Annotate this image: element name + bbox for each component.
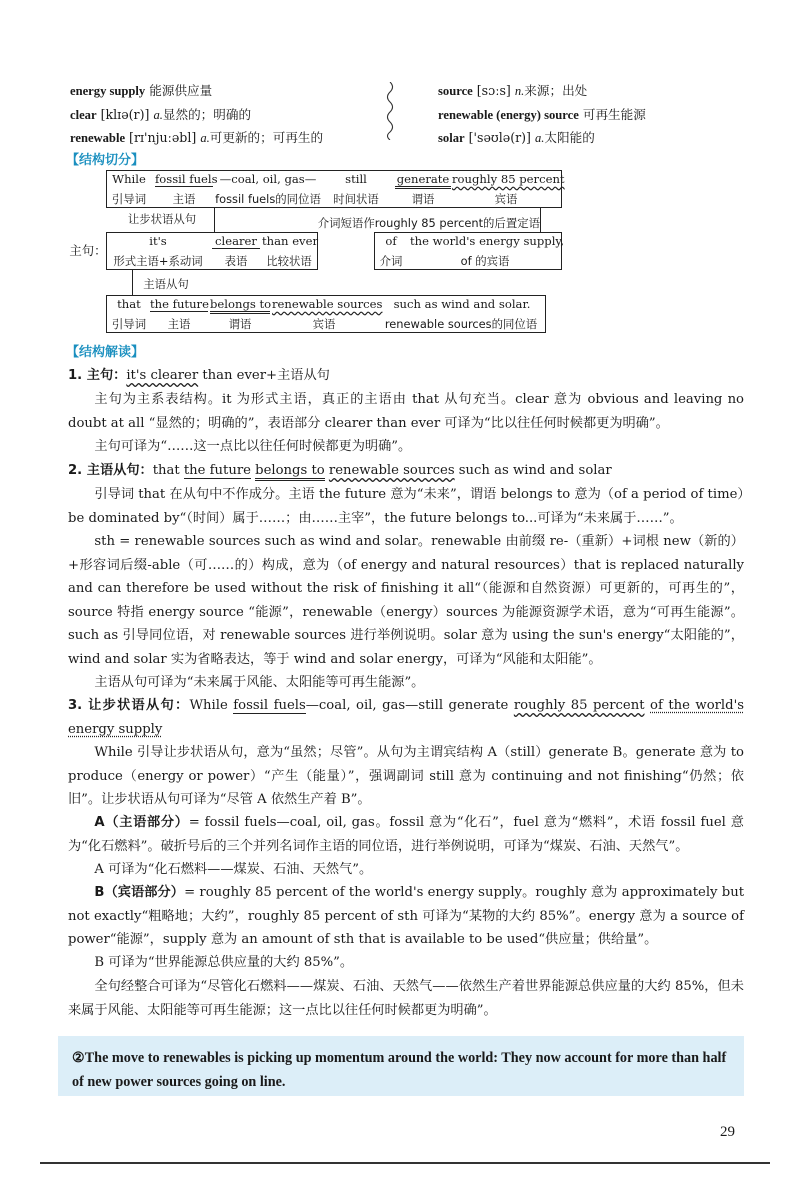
r3-w2: belongs to	[210, 297, 270, 314]
point-1-text: 主句为主系表结构。it 为形式主语，真正的主语由 that 从句充当。clear 意为 obvious and leaving no doubt at all “显然的；明确的”，表语部分 clearer than ever 可译为“比以往任何时候都更为明确”。	[68, 392, 744, 431]
r1-w5: roughly 85 percent	[452, 172, 565, 186]
point-1-heading: 1. 主句：it's clearer than ever+主语从句	[68, 368, 330, 383]
point-3-text-d: B（宾语部分）= roughly 85 percent of the world's energy supply。roughly 意为 approximately but not exactly“粗略地；大约”，roughly 85 percent of sth 可译为“某物的大约 85%”。energy 意为 a source of power“能源”，supply 意为 an amount of sth that is available to be used“供应量；供给量”。	[68, 885, 744, 947]
r3-l4: renewable sources的同位语	[384, 317, 538, 331]
r1-l1: 主语	[172, 192, 196, 206]
r1-w0: While	[112, 172, 146, 186]
r1-l2: fossil fuels的同位语	[215, 192, 321, 206]
r2-l1: 表语	[224, 254, 248, 268]
r2-l3: 介词	[379, 254, 403, 268]
page-number: 29	[720, 1124, 735, 1140]
r3-l1: 主语	[167, 317, 191, 331]
next-sentence: ②The move to renewables is picking up momentum around the world: They now account for more than half of new power sources going on line.	[72, 1050, 727, 1090]
wavy-divider	[384, 82, 396, 140]
vocab-solar: solar ['səʊlə(r)] a.太阳能的	[438, 130, 595, 145]
r3-w3: renewable sources	[272, 297, 383, 311]
point-2-text-a: 引导词 that 在从句中不作成分。主语 the future 意为“未来”，谓语 belongs to 意为（of a period of time）be dominated by“（时间）属于……；由……主宰”，the future belongs to...可译为“未来属于……”。	[68, 487, 744, 526]
point-3-heading: 3. 让步状语从句：While fossil fuels—coal, oil, gas—still generate roughly 85 percent of the world's energy supply	[68, 698, 744, 737]
connector-right	[540, 208, 541, 232]
connector-subject	[132, 270, 133, 296]
vocab-clear: clear [klɪə(r)] a.显然的；明确的	[70, 107, 252, 122]
connector-left	[214, 208, 215, 232]
r2-l0: 形式主语+系动词	[113, 254, 203, 268]
r1-w4: generate	[395, 172, 451, 189]
r2-w3: of	[385, 234, 397, 248]
point-3-text-c: A 可译为“化石燃料——煤炭、石油、天然气”。	[94, 862, 373, 877]
main-clause-label: 主句：	[69, 243, 107, 258]
note-prep: 介词短语作roughly 85 percent的后置定语	[317, 216, 540, 230]
r1-w1: fossil fuels	[155, 172, 218, 186]
point-1-translation: 主句可译为“……这一点比以往任何时候都更为明确”。	[94, 439, 412, 454]
r2-w2: than ever	[262, 234, 319, 248]
vocab-source: source [sɔːs] n.来源；出处	[438, 83, 588, 98]
vocab-renewable-source: renewable (energy) source 可再生能源	[438, 107, 646, 122]
vocab-renewable: renewable [rɪ'njuːəbl] a.可更新的；可再生的	[70, 130, 324, 145]
r3-w1: the future	[150, 297, 209, 311]
vocab-energy-supply: energy supply 能源供应量	[70, 83, 213, 98]
r1-l5: 宾语	[494, 192, 518, 206]
point-3-text-a: While 引导让步状语从句，意为“虽然；尽管”。从句为主谓宾结构 A（still）generate B。generate 意为 to produce（energy or power）“产生（能量）”，强调副词 still 意为 continuing and not finishing“仍然；依旧”。让步状语从句可译为“尽管 A 依然生产着 B”。	[68, 745, 744, 807]
r3-w4: such as wind and solar.	[393, 297, 531, 311]
r1-l4: 谓语	[411, 192, 435, 206]
section-title-structure: 【结构切分】	[66, 153, 145, 168]
point-3-translation: 全句经整合可译为“尽管化石燃料——煤炭、石油、天然气——依然生产着世界能源总供应量的大约 85%，但未来属于风能、太阳能等可再生能源；这一点比以往任何时候都更为明确”。	[68, 979, 744, 1018]
point-2-heading: 2. 主语从句：that the future belongs to renewable sources such as wind and solar	[68, 459, 744, 483]
r2-w0: it's	[149, 234, 167, 248]
section-title-analysis: 【结构解读】	[66, 345, 145, 360]
r1-l3: 时间状语	[333, 192, 379, 206]
point-3-text-b: A（主语部分）= fossil fuels—coal, oil, gas。fossil 意为“化石”，fuel 意为“燃料”，术语 fossil fuel 意为“化石燃料”。破折号后的三个并列名词作主语的同位语，进行举例说明，可译为“煤炭、石油、天然气”。	[68, 815, 744, 854]
r3-w0: that	[117, 297, 141, 311]
r2-w1: clearer	[212, 234, 260, 249]
r2-l2: 比较状语	[266, 254, 312, 268]
r1-w2: —coal, oil, gas—	[219, 172, 317, 186]
bottom-rule	[40, 1162, 770, 1164]
point-2-translation: 主语从句可译为“未来属于风能、太阳能等可再生能源”。	[94, 675, 425, 690]
r1-w3: still	[345, 172, 367, 186]
r3-l0: 引导词	[111, 317, 147, 331]
point-2-text-b: sth = renewable sources such as wind and solar。renewable 由前缀 re-（重新）+词根 new（新的）+形容词后缀-able（可……的）构成，意为（of energy and natural resources）that is replaced naturally and can therefore be used without the risk of finishing it all“（能源和自然资源）可更新的，可再生的”，source 特指 energy source “能源”，renewable（energy）sources 为能源资源学术语，意为“可再生能源”。such as 引导同位语，对 renewable sources 进行举例说明。solar 意为 using the sun's energy“太阳能的”，wind and solar 实为省略表达，等于 wind and solar energy，可译为“风能和太阳能”。	[68, 534, 744, 667]
r2-w4: the world's energy supply,	[410, 234, 565, 248]
r1-l0: 引导词	[111, 192, 147, 206]
r2-l4: of 的宾语	[460, 254, 510, 268]
point-3-text-e: B 可译为“世界能源总供应量的大约 85%”。	[94, 955, 354, 970]
note-concessive: 让步状语从句	[127, 212, 197, 226]
r3-l2: 谓语	[228, 317, 252, 331]
note-subject: 主语从句	[143, 277, 189, 291]
r3-l3: 宾语	[312, 317, 336, 331]
